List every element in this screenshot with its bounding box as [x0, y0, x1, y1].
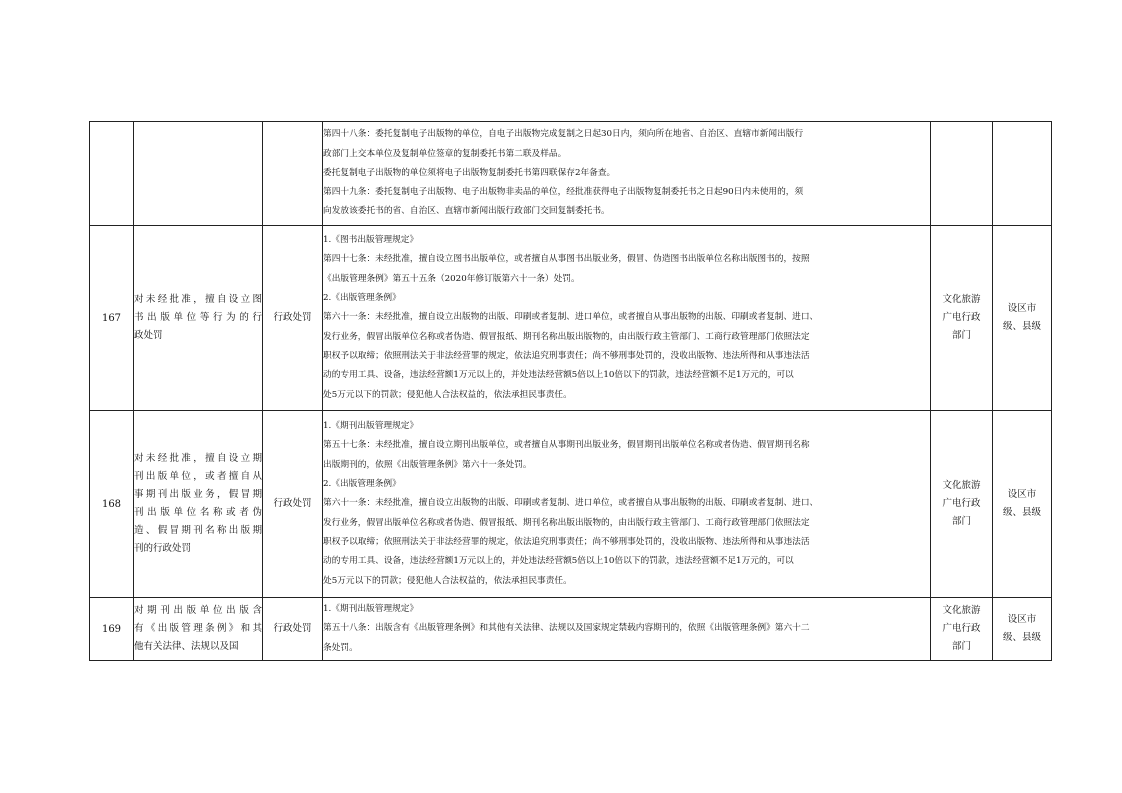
- penalty-type-cell: 行政处罚: [263, 598, 323, 661]
- legal-basis-line: 第四十七条：未经批准，擅自设立图书出版单位，或者擅自从事图书出版业务，假冒、伪造图书出版单位名称出版图书的，按照: [323, 254, 810, 265]
- legal-basis-line: 第六十一条：未经批准，擅自设立出版物的出版、印刷或者复制、进口单位，或者擅自从事出版物的出版、印刷或者复制、进口、: [323, 498, 819, 509]
- item-name-cell: [134, 226, 263, 411]
- legal-basis-line: 1.《期刊出版管理规定》: [323, 604, 419, 615]
- level-line: 级、县级: [1002, 507, 1041, 518]
- legal-basis-line: 发行业务，假冒出版单位名称或者伪造、假冒报纸、期刊名称出版出版物的，由出版行政主管部门、工商行政管理部门依照法定: [323, 517, 810, 528]
- legal-basis-line: 动的专用工具、设备，违法经营额1万元以上的，并处违法经营额5倍以上10倍以下的罚款，违法经营额不足1万元的，可以: [323, 370, 794, 381]
- responsible-department-cell: [931, 598, 993, 661]
- legal-basis-line: 《出版管理条例》第五十五条（2020年修订版第六十一条）处罚。: [323, 273, 580, 284]
- table-row: [90, 411, 1052, 598]
- penalty-type-cell: [263, 122, 323, 226]
- level-line: 设区市: [1007, 303, 1037, 314]
- item-name-line: 刊出版单位名称或者伪: [134, 507, 262, 518]
- level-line: 级、县级: [1002, 632, 1041, 643]
- item-name-line: 书出版单位等行为的行: [134, 312, 262, 323]
- legal-basis-line: 第五十七条：未经批准，擅自设立期刊出版单位，或者擅自从事期刊出版业务，假冒期刊出版单位名称或者伪造、假冒期刊名称: [323, 440, 810, 451]
- item-name-cell: [134, 598, 263, 661]
- level-line: 设区市: [1007, 489, 1037, 500]
- item-name-line: 刊出版单位，或者擅自从: [134, 471, 262, 482]
- exercise-level-cell: [993, 122, 1052, 226]
- responsible-department-cell: [931, 226, 993, 411]
- legal-basis-line: 处5万元以下的罚款；侵犯他人合法权益的，依法承担民事责任。: [323, 575, 572, 586]
- legal-basis-cell: [323, 411, 931, 598]
- legal-basis-line: 委托复制电子出版物的单位须将电子出版物复制委托书第四联保存2年备查。: [323, 167, 616, 178]
- exercise-level-cell: [993, 598, 1052, 661]
- legal-basis-line: 第六十一条：未经批准，擅自设立出版物的出版、印刷或者复制、进口单位，或者擅自从事出版物的出版、印刷或者复制、进口、: [323, 312, 819, 323]
- legal-basis-line: 政部门上交本单位及复制单位签章的复制委托书第二联及样品。: [323, 148, 567, 159]
- item-name-cell: [134, 122, 263, 226]
- item-name-line: 对未经批准，擅自设立图: [134, 294, 262, 305]
- legal-basis-line: 1.《期刊出版管理规定》: [323, 421, 419, 432]
- legal-basis-line: 条处罚。: [323, 642, 358, 653]
- row-number-cell: 167: [90, 226, 134, 411]
- penalty-type-cell: 行政处罚: [263, 226, 323, 411]
- item-name-cell: [134, 411, 263, 598]
- level-line: 级、县级: [1002, 321, 1041, 332]
- row-number-cell: 169: [90, 598, 134, 661]
- row-number-cell: 168: [90, 411, 134, 598]
- department-line: 文化旅游: [942, 605, 981, 616]
- responsible-department-cell: [931, 122, 993, 226]
- item-name-line: 对期刊出版单位出版含: [134, 605, 262, 616]
- legal-basis-line: 职权予以取缔；依照刑法关于非法经营罪的规定，依法追究刑事责任；尚不够刑事处罚的，没收出版物、违法所得和从事违法活: [323, 350, 810, 361]
- item-name-line: 政处罚: [134, 330, 163, 341]
- legal-basis-line: 职权予以取缔；依照刑法关于非法经营罪的规定，依法追究刑事责任；尚不够刑事处罚的，没收出版物、违法所得和从事违法活: [323, 536, 810, 547]
- administrative-penalty-table: [89, 121, 1052, 661]
- legal-basis-cell: [323, 226, 931, 411]
- department-line: 文化旅游: [942, 294, 981, 305]
- table-row: [90, 122, 1052, 226]
- table-row: [90, 598, 1052, 661]
- legal-basis-line: 第四十八条：委托复制电子出版物的单位，自电子出版物完成复制之日起30日内，须向所在地省、自治区、直辖市新闻出版行: [323, 129, 804, 140]
- department-line: 部门: [951, 641, 971, 652]
- level-line: 设区市: [1007, 614, 1037, 625]
- department-line: 部门: [951, 516, 971, 527]
- department-line: 广电行政: [942, 312, 981, 323]
- legal-basis-line: 处5万元以下的罚款；侵犯他人合法权益的，依法承担民事责任。: [323, 389, 572, 400]
- item-name-line: 造、假冒期刊名称出版期: [134, 525, 262, 536]
- legal-basis-line: 出版期刊的，依照《出版管理条例》第六十一条处罚。: [323, 459, 532, 470]
- exercise-level-cell: [993, 226, 1052, 411]
- item-name-line: 对未经批准，擅自设立期: [134, 453, 262, 464]
- legal-basis-line: 2.《出版管理条例》: [323, 293, 401, 304]
- penalty-type-cell: 行政处罚: [263, 411, 323, 598]
- table-body: [90, 122, 1052, 661]
- legal-basis-cell: [323, 598, 931, 661]
- department-line: 文化旅游: [942, 480, 981, 491]
- item-name-line: 刊的行政处罚: [134, 543, 192, 554]
- item-name-line: 他有关法律、法规以及国: [134, 641, 239, 652]
- row-number-cell: [90, 122, 134, 226]
- legal-basis-line: 第五十八条：出版含有《出版管理条例》和其他有关法律、法规以及国家规定禁载内容期刊的，依照《出版管理条例》第六十二: [323, 623, 810, 634]
- department-line: 部门: [951, 330, 971, 341]
- legal-basis-line: 发行业务，假冒出版单位名称或者伪造、假冒报纸、期刊名称出版出版物的，由出版行政主管部门、工商行政管理部门依照法定: [323, 331, 810, 342]
- legal-basis-line: 第四十九条：委托复制电子出版物、电子出版物非卖品的单位，经批准获得电子出版物复制委托书之日起90日内未使用的，须: [323, 187, 804, 198]
- legal-basis-cell: [323, 122, 931, 226]
- legal-basis-line: 1.《图书出版管理规定》: [323, 235, 419, 246]
- legal-basis-line: 向发放该委托书的省、自治区、直辖市新闻出版行政部门交回复制委托书。: [323, 206, 610, 217]
- item-name-line: 事期刊出版业务，假冒期: [134, 489, 262, 500]
- exercise-level-cell: [993, 411, 1052, 598]
- department-line: 广电行政: [942, 623, 981, 634]
- department-line: 广电行政: [942, 498, 981, 509]
- legal-basis-line: 动的专用工具、设备，违法经营额1万元以上的，并处违法经营额5倍以上10倍以下的罚款，违法经营额不足1万元的，可以: [323, 556, 794, 567]
- responsible-department-cell: [931, 411, 993, 598]
- item-name-line: 有《出版管理条例》和其: [134, 623, 262, 634]
- table-row: [90, 226, 1052, 411]
- legal-basis-line: 2.《出版管理条例》: [323, 479, 401, 490]
